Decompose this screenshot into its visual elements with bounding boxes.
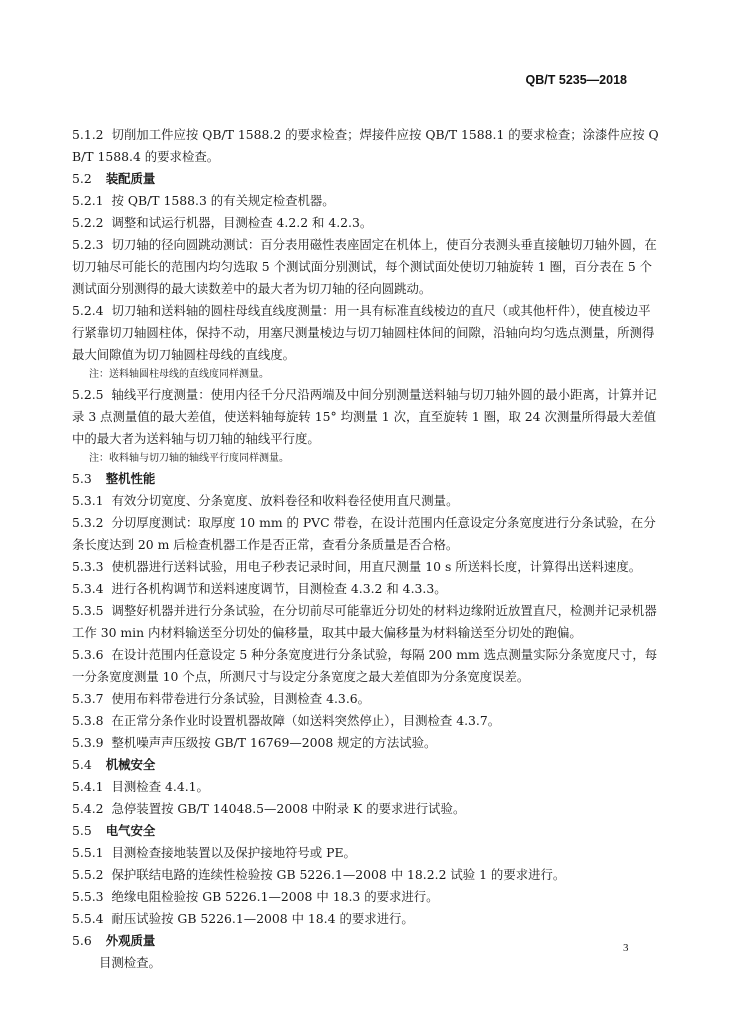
clause-text: 目测检查接地装置以及保护接地符号或 PE。 bbox=[111, 845, 356, 860]
clause-paragraph bbox=[72, 124, 662, 168]
clause-number: 5.3 bbox=[72, 471, 92, 486]
clause-paragraph bbox=[72, 864, 662, 886]
clause-paragraph bbox=[72, 190, 662, 212]
clause-text: 切刀轴的径向圆跳动测试：百分表用磁性表座固定在机体上，使百分表测头垂直接触切刀轴外圆，在切刀轴尽可能长的范围内均匀选取 5 个测试面分别测试，每个测试面处使切刀轴旋转 1 圈，百分表在 5 个测试面分别测得的最大读数差中的最大者为切刀轴的径向圆跳动。 bbox=[72, 237, 657, 296]
clause-text: 分切厚度测试：取厚度 10 mm 的 PVC 带卷，在设计范围内任意设定分条宽度进行分条试验，在分条长度达到 20 m 后检查机器工作是否正常，查看分条质量是否合格。 bbox=[72, 515, 656, 552]
section-heading bbox=[72, 754, 662, 776]
document-body bbox=[72, 124, 662, 974]
clause-paragraph bbox=[72, 556, 662, 578]
clause-paragraph bbox=[72, 234, 662, 300]
clause-text: 在设计范围内任意设定 5 种分条宽度进行分条试验，每隔 200 mm 选点测量实际分条宽度尺寸，每一分条宽度测量 10 个点，所测尺寸与设定分条宽度之最大差值即为分条宽度误差。 bbox=[72, 647, 658, 684]
clause-number: 5.3.7 bbox=[72, 691, 104, 706]
section-heading bbox=[72, 820, 662, 842]
clause-number: 5.2.1 bbox=[72, 193, 104, 208]
note-text: 注：收料轴与切刀轴的轴线平行度同样测量。 bbox=[89, 453, 289, 464]
clause-text: 急停装置按 GB/T 14048.5—2008 中附录 K 的要求进行试验。 bbox=[111, 801, 466, 816]
clause-number: 5.3.3 bbox=[72, 559, 104, 574]
clause-paragraph bbox=[72, 952, 662, 974]
clause-number: 5.2.3 bbox=[72, 237, 104, 252]
clause-number: 5.3.8 bbox=[72, 713, 104, 728]
clause-number: 5.2.4 bbox=[72, 303, 104, 318]
clause-number: 5.5.4 bbox=[72, 911, 104, 926]
clause-text: 绝缘电阻检验按 GB 5226.1—2008 中 18.3 的要求进行。 bbox=[111, 889, 439, 904]
clause-paragraph bbox=[72, 512, 662, 556]
section-title: 装配质量 bbox=[105, 171, 156, 186]
clause-paragraph bbox=[72, 710, 662, 732]
clause-number: 5.3.4 bbox=[72, 581, 104, 596]
clause-text: 整机噪声声压级按 GB/T 16769—2008 规定的方法试验。 bbox=[111, 735, 437, 750]
clause-text: 轴线平行度测量：使用内径千分尺沿两端及中间分别测量送料轴与切刀轴外圆的最小距离，计算并记录 3 点测量值的最大差值，使送料轴每旋转 15° 均测量 1 次，直至旋转 1 圈，取 24 次测量所得最大差值中的最大者为送料轴与切刀轴的轴线平行度。 bbox=[72, 387, 657, 446]
clause-paragraph bbox=[72, 644, 662, 688]
clause-text: 目测检查。 bbox=[99, 955, 161, 970]
section-title: 整机性能 bbox=[105, 471, 156, 486]
clause-number: 5.3.9 bbox=[72, 735, 104, 750]
clause-number: 5.3.1 bbox=[72, 493, 104, 508]
clause-text: 在正常分条作业时设置机器故障（如送料突然停止），目测检查 4.3.7。 bbox=[111, 713, 501, 728]
clause-text: 耐压试验按 GB 5226.1—2008 中 18.4 的要求进行。 bbox=[111, 911, 414, 926]
clause-number: 5.2 bbox=[72, 171, 92, 186]
clause-paragraph bbox=[72, 212, 662, 234]
section-title: 机械安全 bbox=[105, 757, 156, 772]
standard-code: QB/T 5235—2018 bbox=[525, 73, 627, 87]
clause-paragraph bbox=[72, 908, 662, 930]
clause-number: 5.4.1 bbox=[72, 779, 104, 794]
section-title: 外观质量 bbox=[105, 933, 156, 948]
clause-text: 目测检查 4.4.1。 bbox=[111, 779, 209, 794]
clause-number: 5.6 bbox=[72, 933, 92, 948]
clause-paragraph bbox=[72, 842, 662, 864]
clause-number: 5.5.2 bbox=[72, 867, 104, 882]
clause-number: 5.2.5 bbox=[72, 387, 104, 402]
clause-text: 调整和试运行机器，目测检查 4.2.2 和 4.2.3。 bbox=[111, 215, 373, 230]
clause-text: 使用布料带卷进行分条试验，目测检查 4.3.6。 bbox=[111, 691, 371, 706]
clause-text: 保护联结电路的连续性检验按 GB 5226.1—2008 中 18.2.2 试验 1 的要求进行。 bbox=[111, 867, 566, 882]
clause-number: 5.4.2 bbox=[72, 801, 104, 816]
clause-paragraph bbox=[72, 798, 662, 820]
clause-text: 使机器进行送料试验，用电子秒表记录时间，用直尺测量 10 s 所送料长度，计算得出送料速度。 bbox=[111, 559, 642, 574]
clause-number: 5.5.3 bbox=[72, 889, 104, 904]
clause-number: 5.5 bbox=[72, 823, 92, 838]
page-number: 3 bbox=[623, 942, 629, 954]
section-heading bbox=[72, 168, 662, 190]
clause-number: 5.3.5 bbox=[72, 603, 104, 618]
clause-text: 有效分切宽度、分条宽度、放料卷径和收料卷径使用直尺测量。 bbox=[111, 493, 459, 508]
note-text: 注：送料轴圆柱母线的直线度同样测量。 bbox=[89, 369, 269, 380]
clause-paragraph bbox=[72, 600, 662, 644]
clause-paragraph bbox=[72, 688, 662, 710]
clause-paragraph bbox=[72, 578, 662, 600]
clause-paragraph bbox=[72, 776, 662, 798]
clause-number: 5.4 bbox=[72, 757, 92, 772]
clause-paragraph bbox=[72, 732, 662, 754]
section-title: 电气安全 bbox=[105, 823, 156, 838]
clause-paragraph bbox=[72, 886, 662, 908]
clause-paragraph bbox=[72, 300, 662, 366]
clause-text: 调整好机器并进行分条试验，在分切前尽可能靠近分切处的材料边缘附近放置直尺，检测并记录机器工作 30 min 内材料输送至分切处的偏移量，取其中最大偏移量为材料输送至分切处的跑偏。 bbox=[72, 603, 657, 640]
clause-text: 切削加工件应按 QB/T 1588.2 的要求检查；焊接件应按 QB/T 1588.1 的要求检查；涂漆件应按 QB/T 1588.4 的要求检查。 bbox=[72, 127, 659, 164]
clause-text: 按 QB/T 1588.3 的有关规定检查机器。 bbox=[111, 193, 335, 208]
clause-text: 切刀轴和送料轴的圆柱母线直线度测量：用一具有标准直线棱边的直尺（或其他杆件），使直棱边平行紧靠切刀轴圆柱体，保持不动，用塞尺测量棱边与切刀轴圆柱体间的间隙，沿轴向均匀选点测量，所测得最大间隙值为切刀轴圆柱母线的直线度。 bbox=[72, 303, 655, 362]
section-heading bbox=[72, 468, 662, 490]
clause-number: 5.2.2 bbox=[72, 215, 104, 230]
clause-number: 5.5.1 bbox=[72, 845, 104, 860]
section-heading bbox=[72, 930, 662, 952]
clause-paragraph bbox=[72, 490, 662, 512]
clause-text: 进行各机构调节和送料速度调节，目测检查 4.3.2 和 4.3.3。 bbox=[111, 581, 447, 596]
clause-number: 5.3.6 bbox=[72, 647, 104, 662]
clause-number: 5.3.2 bbox=[72, 515, 104, 530]
clause-number: 5.1.2 bbox=[72, 127, 104, 142]
clause-paragraph bbox=[72, 384, 662, 450]
